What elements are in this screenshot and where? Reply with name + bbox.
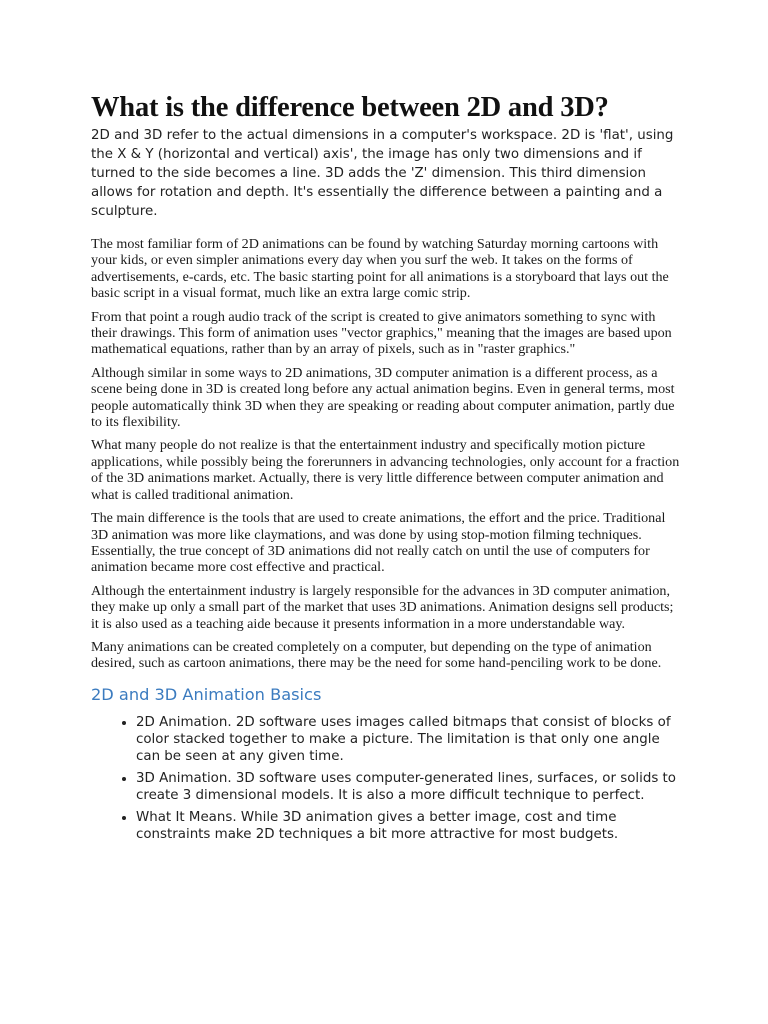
body-paragraph-1: The most familiar form of 2D animations can be found by watching Saturday morning cartoons with your kids, or even simpler animations every day when you surf the web. It takes on the forms of advertisements, e-cards, etc. The basic starting point for all animations is a storyboard that lays out the basic script in a visual format, much like an extra large comic strip. [91, 236, 669, 302]
body-paragraph-7: Many animations can be created completely on a computer, but depending on the type of animation desired, such as cartoon animations, there may be the need for some hand-penciling work to be done. [91, 638, 662, 672]
intro-paragraph: 2D and 3D refer to the actual dimensions in a computer's workspace. 2D is 'flat', using the X & Y (horizontal and vertical) axis', the image has only two dimensions and if turned to the side becomes a line. 3D adds the 'Z' dimension. This third dimension allows for rotation and depth. It's essentially the difference between a painting and a sculpture. [91, 128, 674, 219]
bullet-item-2d: • 2D Animation. 2D software uses images called bitmaps that consist of blocks of color stacked together to make a picture. The limitation is that only one angle can be seen at any given time. [136, 714, 683, 765]
body-paragraph-5: The main difference is the tools that are used to create animations, the effort and the price. Traditional 3D animation was more like claymations, and was done by using stop-motion filming techniques. Essentially, the true concept of 3D animations did not really catch on until the use of computers for animation became more cost effective and practical. [91, 510, 666, 576]
body-paragraph-4: What many people do not realize is that the entertainment industry and specifically motion picture applications, while possibly being the forerunners in advancing technologies, only account for a fraction of the 3D animations market. Actually, there is very little difference between computer animation and what is called traditional animation. [91, 437, 680, 503]
section-heading: 2D and 3D Animation Basics [91, 684, 322, 704]
body-paragraph-6: Although the entertainment industry is largely responsible for the advances in 3D computer animation, they make up only a small part of the market that uses 3D animations. Animation designs sell products; it is also used as a teaching aide because it presents information in a more understandable way. [91, 582, 674, 632]
page-title: What is the difference between 2D and 3D? [91, 92, 609, 123]
body-paragraph-2: From that point a rough audio track of the script is created to give animators something to sync with their drawings. This form of animation uses "vector graphics," meaning that the images are based upon mathematical equations, rather than by an array of pixels, such as in "raster graphics." [91, 308, 672, 358]
document-page [91, 92, 683, 848]
bullet-item-what-it-means: • What It Means. While 3D animation gives a better image, cost and time constraints make 2D techniques a bit more attractive for most budgets. [136, 809, 683, 843]
body-paragraph-3: Although similar in some ways to 2D animations, 3D computer animation is a different process, as a scene being done in 3D is created long before any actual animation begins. Even in general terms, most people automatically think 3D when they are speaking or reading about computer animation, partly due to its flexibility. [91, 364, 675, 431]
bullet-item-3d: • 3D Animation. 3D software uses computer-generated lines, surfaces, or solids to create 3 dimensional models. It is also a more difficult technique to perfect. [136, 770, 683, 804]
bullet-list [91, 714, 683, 843]
